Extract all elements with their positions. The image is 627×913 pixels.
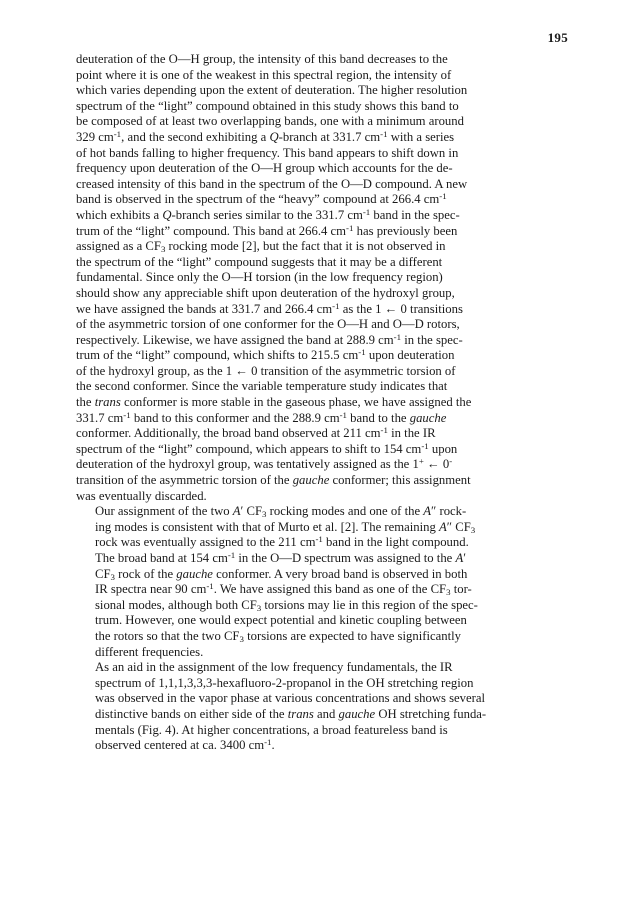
text-line: trum. However, one would expect potential and kinetic coupling between <box>95 613 467 628</box>
text-line: As an aid in the assignment of the low frequency fundamentals, the IR <box>95 660 453 675</box>
text-line: assigned as a $CF_3$ rocking mode [2], but the fact that it is not observed in <box>76 239 446 255</box>
text-line: mentals (Fig. 4). At higher concentrations, a broad featureless band is <box>95 722 448 737</box>
text-line: $CF_3$ rock of the gauche conformer. A very broad band is observed in both <box>95 566 468 582</box>
text-line: observed centered at ca. 3400 $cm^{-1}$. <box>95 737 275 753</box>
text-line: trum of the “light” compound. This band at 266.4 $cm^{-1}$ has previously been <box>76 222 458 238</box>
text-line: be composed of at least two overlapping bands, one with a minimum around <box>76 114 464 129</box>
text-line: sional modes, although both $CF_3$ torsions may lie in this region of the spec- <box>95 597 478 613</box>
text-line: ing modes is consistent with that of Murto et al. [2]. The remaining A″ $CF_3$ <box>95 519 476 536</box>
text-line: which exhibits a Q-branch series similar to the 331.7 $cm^{-1}$ band in the spec- <box>76 206 460 222</box>
text-line: distinctive bands on either side of the trans and gauche OH stretching funda- <box>95 706 487 721</box>
text-line: was eventually discarded. <box>76 488 207 503</box>
paragraph <box>76 660 551 754</box>
text-line: trum of the “light” compound, which shifts to 215.5 $cm^{-1}$ upon deuteration <box>76 347 455 363</box>
text-line: the trans conformer is more stable in the gaseous phase, we have assigned the <box>76 395 472 410</box>
text-line: transition of the asymmetric torsion of the gauche conformer; this assignment <box>76 473 471 488</box>
paragraph <box>76 504 551 660</box>
body-text <box>76 52 551 754</box>
text-line: point where it is one of the weakest in this spectral region, the intensity of <box>76 67 452 82</box>
text-line: IR spectra near 90 $cm^{-1}$. We have assigned this band as one of the $CF_3$ tor- <box>95 581 472 598</box>
text-line: spectrum of 1,1,1,3,3,3-hexafluoro-2-propanol in the OH stretching region <box>95 675 474 690</box>
text-line: Our assignment of the two A′ $CF_3$ rocking modes and one of the A″ rock- <box>95 504 467 520</box>
text-line: spectrum of the “light” compound, which appears to shift to 154 $cm^{-1}$ upon <box>76 440 458 456</box>
text-line: different frequencies. <box>95 644 204 659</box>
text-line: should show any appreciable shift upon deuteration of the hydroxyl group, <box>76 285 455 300</box>
text-line: of the asymmetric torsion of one conformer for the O—H and O—D rotors, <box>76 317 460 332</box>
text-line: 331.7 $cm^{-1}$ band to this conformer and the 288.9 $cm^{-1}$ band to the gauche <box>76 409 447 425</box>
text-line: of hot bands falling to higher frequency. This band appears to shift down in <box>76 145 459 160</box>
text-line: fundamental. Since only the O—H torsion (in the low frequency region) <box>76 270 443 285</box>
text-line: band is observed in the spectrum of the “heavy” compound at 266.4 $cm^{-1}$ <box>76 191 447 207</box>
text-line: of the hydroxyl group, as the 1 ← 0 transition of the asymmetric torsion of <box>76 363 456 378</box>
text-line: the second conformer. Since the variable temperature study indicates that <box>76 379 448 394</box>
text-line: we have assigned the bands at 331.7 and 266.4 $cm^{-1}$ as the 1 ← 0 transitions <box>76 300 463 316</box>
text-line: creased intensity of this band in the spectrum of the O—D compound. A new <box>76 176 468 191</box>
text-line: the rotors so that the two $CF_3$ torsions are expected to have significantly <box>95 628 461 645</box>
paragraph <box>76 52 551 504</box>
text-line: spectrum of the “light” compound obtained in this study shows this band to <box>76 98 459 113</box>
text-line: which varies depending upon the extent of deuteration. The higher resolution <box>76 83 468 98</box>
text-line: respectively. Likewise, we have assigned the band at 288.9 $cm^{-1}$ in the spec- <box>76 331 463 347</box>
page-number: 195 <box>547 30 568 45</box>
text-line: rock was eventually assigned to the 211 $cm^{-1}$ band in the light compound. <box>95 534 469 550</box>
text-line: conformer. Additionally, the broad band observed at 211 $cm^{-1}$ in the IR <box>76 425 436 441</box>
text-line: deuteration of the hydroxyl group, was tentatively assigned as the 1+ ← 0- <box>76 456 453 472</box>
text-line: frequency upon deuteration of the O—H group which accounts for the de- <box>76 161 453 176</box>
text-line: deuteration of the O—H group, the intensity of this band decreases to the <box>76 52 448 66</box>
text-line: 329 $cm^{-1}$, and the second exhibiting a Q-branch at 331.7 $cm^{-1}$ with a series <box>76 128 455 144</box>
text-line: The broad band at 154 $cm^{-1}$ in the O—D spectrum was assigned to the A′ <box>95 550 467 565</box>
text-line: the spectrum of the “light” compound suggests that it may be a different <box>76 254 443 269</box>
text-line: was observed in the vapor phase at various concentrations and shows several <box>95 691 486 706</box>
